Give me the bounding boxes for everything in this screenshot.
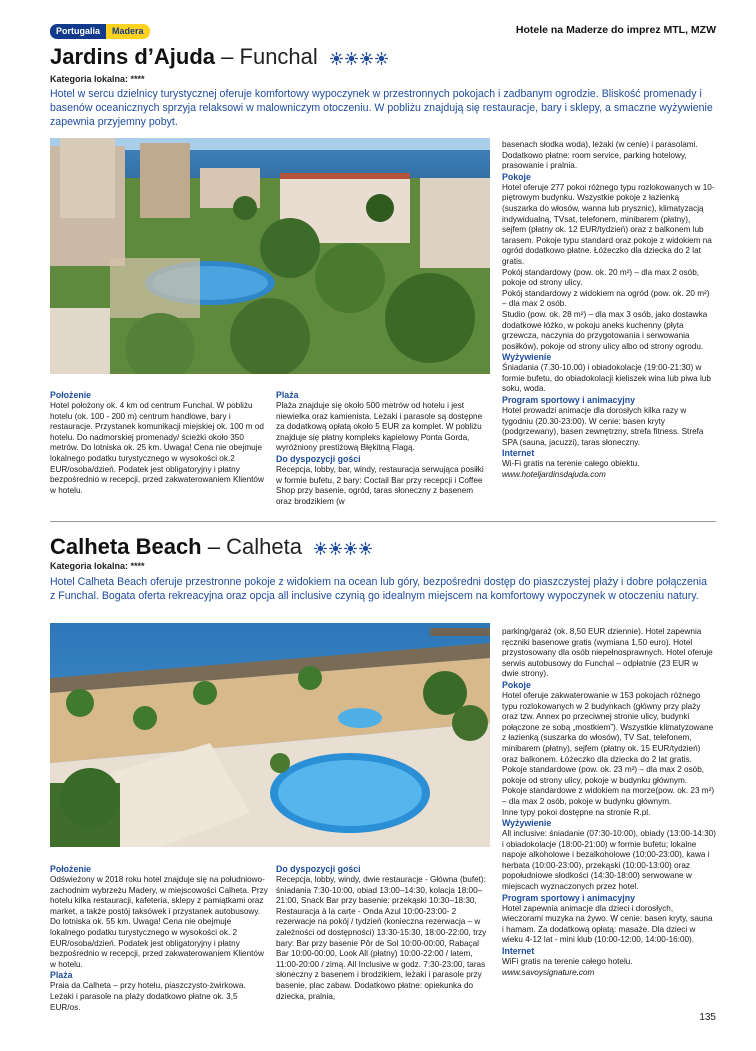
hotel-name: Jardins d’Ajuda [50, 44, 216, 69]
section-heading: Wyżywienie [502, 352, 552, 363]
section-text: Recepcja, lobby, windy, dwie restauracje - Główna (bufet): śniadania 7:30-10:00, obiad 13:00–14:30, kolacja 18:00–21:00, Snack Bar przy basenie: przekąski 10:30–18:30, Restauracja à la carte - Onda Azul 10:00-23:00- 2 rezerwacje na pokój / tydzień (konieczna rezerwacja – w zależności od dostępności) 13:30-15:30, 18:00-22:00, trzy bary: Bar przy basenie Pôr de Sol 10:00-00:00, Rabaçal Bar 10:00-00:00, Look All (płatny) 10:00-22:00 / latem, 11:00-20:00 / zimą. All Inclusive w godz. 7:30-23:00, taras słoneczny z basenem i brodzikiem, leżaki i parasole przy basenie, plac zabaw. Dodatkowo płatne: opiekunka do dziecka, pralnia, [276, 875, 487, 1001]
section-heading: Internet [502, 946, 535, 957]
section-text: Hotel położony ok. 4 km od centrum Funchal. W pobliżu hotelu (ok. 100 - 200 m) centrum handlowe, bary i restauracje. Przystanek komunikacji miejskiej ok. 100 m od hotelu. Do nadmorskiej promenady/ ścieżki około 350 metrów. Do lotniska ok. 25 km. Uwaga! Cena nie obejmuje lokalnego podatku turystycznego w wysokości ok.2 EUR/osoba/dzień. Podatek jest obligatoryjny i płatny bezpośrednio w recepcji, przed zakwaterowaniem Klientów w hotelu. [50, 401, 264, 495]
hotel-city: Calheta [226, 534, 302, 559]
section-divider [50, 521, 716, 522]
sun-rating-icon [375, 52, 388, 65]
region-tag: Madera [106, 24, 150, 39]
section-heading: Pokoje [502, 171, 531, 182]
section-text: Praia da Calheta – przy hotelu, piaszczysto-żwirkowa. Leżaki i parasole na plaży dodatkowo płatne ok. 3,5 EUR/os. [50, 981, 246, 1012]
section-heading: Pokoje [502, 679, 531, 690]
section-heading: Plaża [50, 970, 73, 981]
section-heading: Wyżywienie [502, 818, 552, 829]
hotel-website-link[interactable]: www.savoysignature.com [502, 967, 595, 977]
hotel-website-link[interactable]: www.hoteljardinsdajuda.com [502, 470, 606, 480]
country-tag: Portugalia [50, 24, 106, 39]
section-text: All inclusive: śniadanie (07:30-10:00), obiady (13:00-14:30) i obiadokolacje (18:00-21:00) w formie bufetu; lokalne napoje alkoholowe i bezalkoholowe (10:00-23:00), kawa i herbata (10:00-23:00), przekąski (10:00-13:00) oraz popołudniowe słodkości (14:30-18:00) serwowane w miejscach wyznaczonych przez hotel. [502, 829, 716, 892]
section-heading: Do dyspozycji gości [276, 864, 361, 874]
hotel-city: Funchal [239, 44, 318, 69]
section-text: Recepcja, lobby, bar, windy, restauracja serwująca posiłki w formie bufetu, 2 bary: Coctail Bar przy recepcji i Coffee Shop przy basenie, ogród, taras słoneczny z basenem oraz brodzikiem (w [276, 464, 484, 506]
section-text: Hotel oferuje 277 pokoi różnego typu rozlokowanych w 10-piętrowym budynku. Wszystkie pokoje z łazienką (suszarka do włosów, wanna lub prysznic), klimatyzacją indywidualną, TVsat, telefonem, minibarem (płatny), sejfem (płatny ok. 12 EUR/tydzień) oraz z balkonem lub tarasem. Pokoje typu standard oraz pokoje z widokiem na ogród dodatkowo płatne. Łóżeczko dla dziecka do 2 lat gratis. Pokój standardowy (pow. ok. 20 m²) – dla max 2 osób, pokoje od strony ulicy. Pokój standardowy z widokiem na ogród (pow. ok. 20 m²) – dla max 2 osób. Studio (pow. ok. 28 m²) – dla max 3 osób, jako dostawka dodatkowe łóżko, w pokoju aneks kuchenny (płyta grzewcza, naczynia do przygotowania i serwowania posiłków), pokoje od strony ulicy albo od strony ogrodu. [502, 182, 715, 351]
section-heading: Do dyspozycji gości [276, 453, 361, 464]
hotel-intro: Hotel Calheta Beach oferuje przestronne pokoje z widokiem na ocean lub góry, bezpośredni dostęp do piaszczystej plaży i dobre połączenia z Funchal. Bogata oferta rekreacyjna oraz opcja all inclusive czynią go idealnym miejscem na komfortowy wypoczynek w otoczeniu natury. [50, 576, 708, 602]
hotel-photo [50, 138, 490, 374]
local-category: Kategoria lokalna: **** [50, 74, 145, 84]
hotel-photo [50, 623, 490, 847]
title-dash: – [215, 44, 240, 69]
column-1 [50, 864, 268, 1013]
section-text: Hotel prowadzi animacje dla dorosłych kilka razy w tygodniu (20.30-23:00). W cenie: basen kryty (podgrzewany), basen zewnętrzny, strefa fitness. Strefa SPA (sauna, jacuzzi), taras słoneczny. [502, 406, 704, 447]
section-text: Hotel zapewnia animacje dla dzieci i dorosłych, wieczorami muzyka na żywo. W cenie: basen kryty, sauna i hamam. Za dodatkową opłatą: masaże. Dla dzieci w wieku 4-12 lat - mini klub (10:00-12:00, 14:00-16:00). [502, 903, 713, 945]
sun-rating-icon [345, 52, 358, 65]
column-2 [276, 864, 490, 1002]
page-header: Hotele na Maderze do imprez MTL, MZW [515, 24, 716, 36]
section-text: WiFi gratis na terenie całego hotelu. [502, 957, 633, 967]
section-heading: Program sportowy i animacyjny [502, 395, 635, 406]
sun-rating-icon [330, 52, 343, 65]
destination-tags [50, 24, 150, 39]
title-dash: – [201, 534, 227, 559]
local-category: Kategoria lokalna: **** [50, 561, 145, 571]
hotel-name: Calheta Beach [50, 534, 202, 559]
section-heading: Położenie [50, 390, 92, 400]
sun-rating-icon [360, 52, 373, 65]
hotel-title-2 [50, 534, 372, 560]
column-2 [276, 390, 490, 507]
section-text: Odświeżony w 2018 roku hotel znajduje się na południowo-zachodnim wybrzeżu Madery, w miejscowości Calheta. Przy hotelu kilka restauracji, kafeteria, sklepy z pamiątkami oraz market, a także postój taksówek i przystanek autobusowy. Do lotniska ok. 55 km. Uwaga! Cena nie obejmuje lokalnego podatku turystycznego w wysokości ok. 2 EUR/osoba/dzień. Podatek jest obligatoryjny i płatny bezpośrednio w recepcji, przed zakwaterowaniem Klientów w hotelu. [50, 875, 268, 969]
photo-calheta-beach [50, 623, 490, 847]
hotel-title-1 [50, 44, 388, 70]
column-3 [502, 140, 716, 481]
column-3 [502, 627, 716, 978]
section-text: parking/garaż (ok. 8,50 EUR dziennie). Hotel zapewnia ręczniki basenowe gratis (wymiana 1,50 euro). Hotel przystosowany dla osób niepełnosprawnych. Hotel oferuje serwis autobusowy do Funchal – odpłatnie (23 EUR w dwie strony). [502, 627, 713, 679]
section-heading: Plaża [276, 390, 299, 400]
section-text: Wi-Fi gratis na terenie całego obiektu. [502, 459, 640, 469]
section-text: Hotel oferuje zakwaterowanie w 153 pokojach różnego typu rozlokowanych w 2 budynkach (główny przy plaży oraz tzw. Annex po przeciwnej stronie ulicy, budynki połączone ze sobą „mostkiem”). Wszystkie klimatyzowane z łazienką (suszarka do włosów), TV Sat, telefonem, minibarem (płatny), sejfem (płatny ok. 15 EUR/tydzień) oraz balkonem. Łóżeczko dla dziecka do 2 lat gratis. Pokoje standardowe (pow. ok. 23 m²) – dla max 2 osób, pokoje od strony ulicy, pokoje w budynku głównym. Pokoje standardowe z widokiem na morze(pow. ok. 23 m²) – dla max 2 osób, pokoje w budynku głównym. Inne typy pokoi dostępne na stronie R.pl. [502, 690, 715, 817]
sun-rating-icon [314, 542, 327, 555]
rating-icons [330, 52, 388, 65]
section-heading: Program sportowy i animacyjny [502, 892, 635, 903]
section-text: Plaża znajduje się około 500 metrów od hotelu i jest niewielka oraz kamienista. Leżaki i parasole są dostępne za dodatkową opłatą około 5 EUR za komplet. W pobliżu znajduje się płatny kompleks kąpielowy Ponta Gorda, wyróżniony prestiżową Błękitną Flagą. [276, 401, 483, 453]
section-text: Śniadania (7.30-10.00) i obiadokolacje (19:00-21:30) w formie bufetu, do obiadokolacji kieliszek wina lub piwa lub soku, woda. [502, 363, 711, 394]
page-number: 135 [699, 1012, 716, 1023]
sun-rating-icon [344, 542, 357, 555]
column-1 [50, 390, 268, 496]
rating-icons [314, 542, 372, 555]
sun-rating-icon [329, 542, 342, 555]
photo-funchal-resort [50, 138, 490, 374]
section-heading: Internet [502, 448, 535, 459]
section-text: basenach słodka woda), leżaki (w cenie) i parasolami. Dodatkowo płatne: room service, parking hotelowy, prasowanie i pralnia. [502, 140, 698, 171]
sun-rating-icon [359, 542, 372, 555]
section-heading: Położenie [50, 864, 92, 874]
hotel-intro: Hotel w sercu dzielnicy turystycznej oferuje komfortowy wypoczynek w przestronnych pokojach i zadbanym ogrodzie. Bliskość promenady i basenów oceanicznych sprzyja relaksowi w malowniczym otoczeniu. W pobliżu znajdują się restauracje, bary i sklepy, a smaczne wyżywienie zapewnia przyjemny pobyt. [50, 88, 713, 128]
